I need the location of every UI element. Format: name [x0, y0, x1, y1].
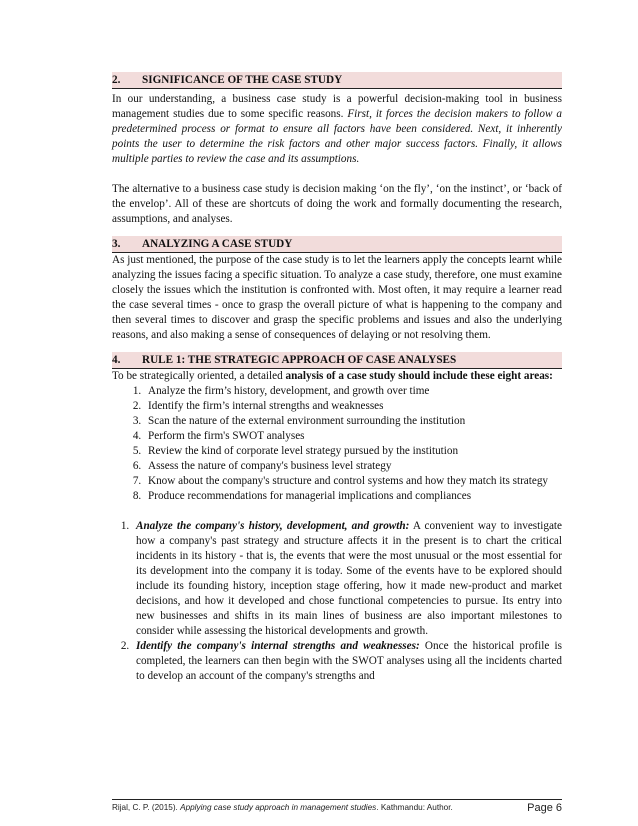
page-content: [112, 72, 562, 684]
paragraph-text: To be strategically oriented, a detailed: [112, 370, 286, 382]
list-item: 1. Analyze the firm’s history, development, and growth over time: [144, 384, 562, 399]
citation-author: Rijal, C. P. (2015).: [112, 803, 181, 812]
list-item: [132, 639, 562, 684]
section-title: ANALYZING A CASE STUDY: [142, 238, 293, 250]
paragraph: The alternative to a business case study is decision making ‘on the fly’, ‘on the instinct’, or ‘back of the envelop’. All of these are shortcuts of doing the work and formally documenting the research, assumptions, and analyses.: [112, 183, 562, 225]
list-item: 7. Know about the company's structure and control systems and how they match its strategy: [144, 474, 562, 489]
paragraph-bold-text: analysis of a case study should include these eight areas:: [285, 370, 553, 382]
eight-areas-list: [112, 384, 562, 504]
citation-title: Applying case study approach in management studies: [180, 803, 377, 812]
list-item-body: A convenient way to investigate how a company's past strategy and structure affects it in the present is to chart the critical incidents in its history - that is, the events that were the most unusual or the most essential for its development into the company it is today. Some of the events have to be explored should include its founding history, inception stage offering, how it made new-product and market decisions, and how it developed and chose functional competencies to pursue. Its entry into new businesses and shifts in its main lines of business are also important milestones to consider while assessing the historical developments and growth.: [136, 520, 562, 637]
list-item: [132, 519, 562, 639]
section-heading-3: [112, 236, 562, 253]
section-title: RULE 1: THE STRATEGIC APPROACH OF CASE ANALYSES: [142, 354, 457, 366]
section-heading-2: [112, 72, 562, 89]
footer-citation: [112, 803, 453, 812]
paragraph-text: In our understanding, a business case study is a powerful decision-making tool in business management studies due to some specific reasons.: [112, 93, 562, 120]
section-number: 3.: [112, 238, 121, 250]
section-number: 2.: [112, 74, 121, 86]
list-item: 5. Review the kind of corporate level strategy pursued by the institution: [144, 444, 562, 459]
paragraph: [112, 369, 562, 384]
citation-publisher: . Kathmandu: Author.: [376, 803, 453, 812]
footer-divider: [112, 799, 562, 800]
list-item: 3. Scan the nature of the external environment surrounding the institution: [144, 414, 562, 429]
paragraph-italic-text: First, it forces the decision makers to follow a predetermined process or format to ensure all factors have been considered. Next, it inherently points the user to determine the risk factors and other major success factors. Finally, it allows multiple parties to review the case and its assumptions.: [112, 108, 562, 165]
list-item: 2. Identify the firm’s internal strengths and weaknesses: [144, 399, 562, 414]
section-heading-4: [112, 352, 562, 369]
list-item-lead: Identify the company's internal strengths and weaknesses:: [136, 640, 420, 652]
paragraph: As just mentioned, the purpose of the case study is to let the learners apply the concepts learnt while analyzing the issues facing a specific situation. To analyze a case study, therefore, one must examine closely the issues which the institution is confronted with. Most often, it may require a learner read the case several times - once to grasp the overall picture of what is happening to the company and then several times to discover and grasp the specific problems and issues and also the underlying reasons, and also making a sense of consequences of delaying or not resolving them.: [112, 254, 562, 341]
page-number: Page 6: [527, 802, 562, 814]
list-item-body: Once the historical profile is completed, the learners can then begin with the SWOT analyses using all the incidents charted to develop an account of the company's strengths and: [136, 640, 562, 682]
list-item: 8. Produce recommendations for managerial implications and compliances: [144, 489, 562, 504]
paragraph: [112, 92, 562, 167]
section-title: SIGNIFICANCE OF THE CASE STUDY: [142, 74, 343, 86]
section-number: 4.: [112, 354, 121, 366]
list-item: 6. Assess the nature of company's business level strategy: [144, 459, 562, 474]
list-item: 4. Perform the firm's SWOT analyses: [144, 429, 562, 444]
rules-list: [112, 519, 562, 684]
list-item-lead: Analyze the company's history, development, and growth:: [136, 520, 410, 532]
